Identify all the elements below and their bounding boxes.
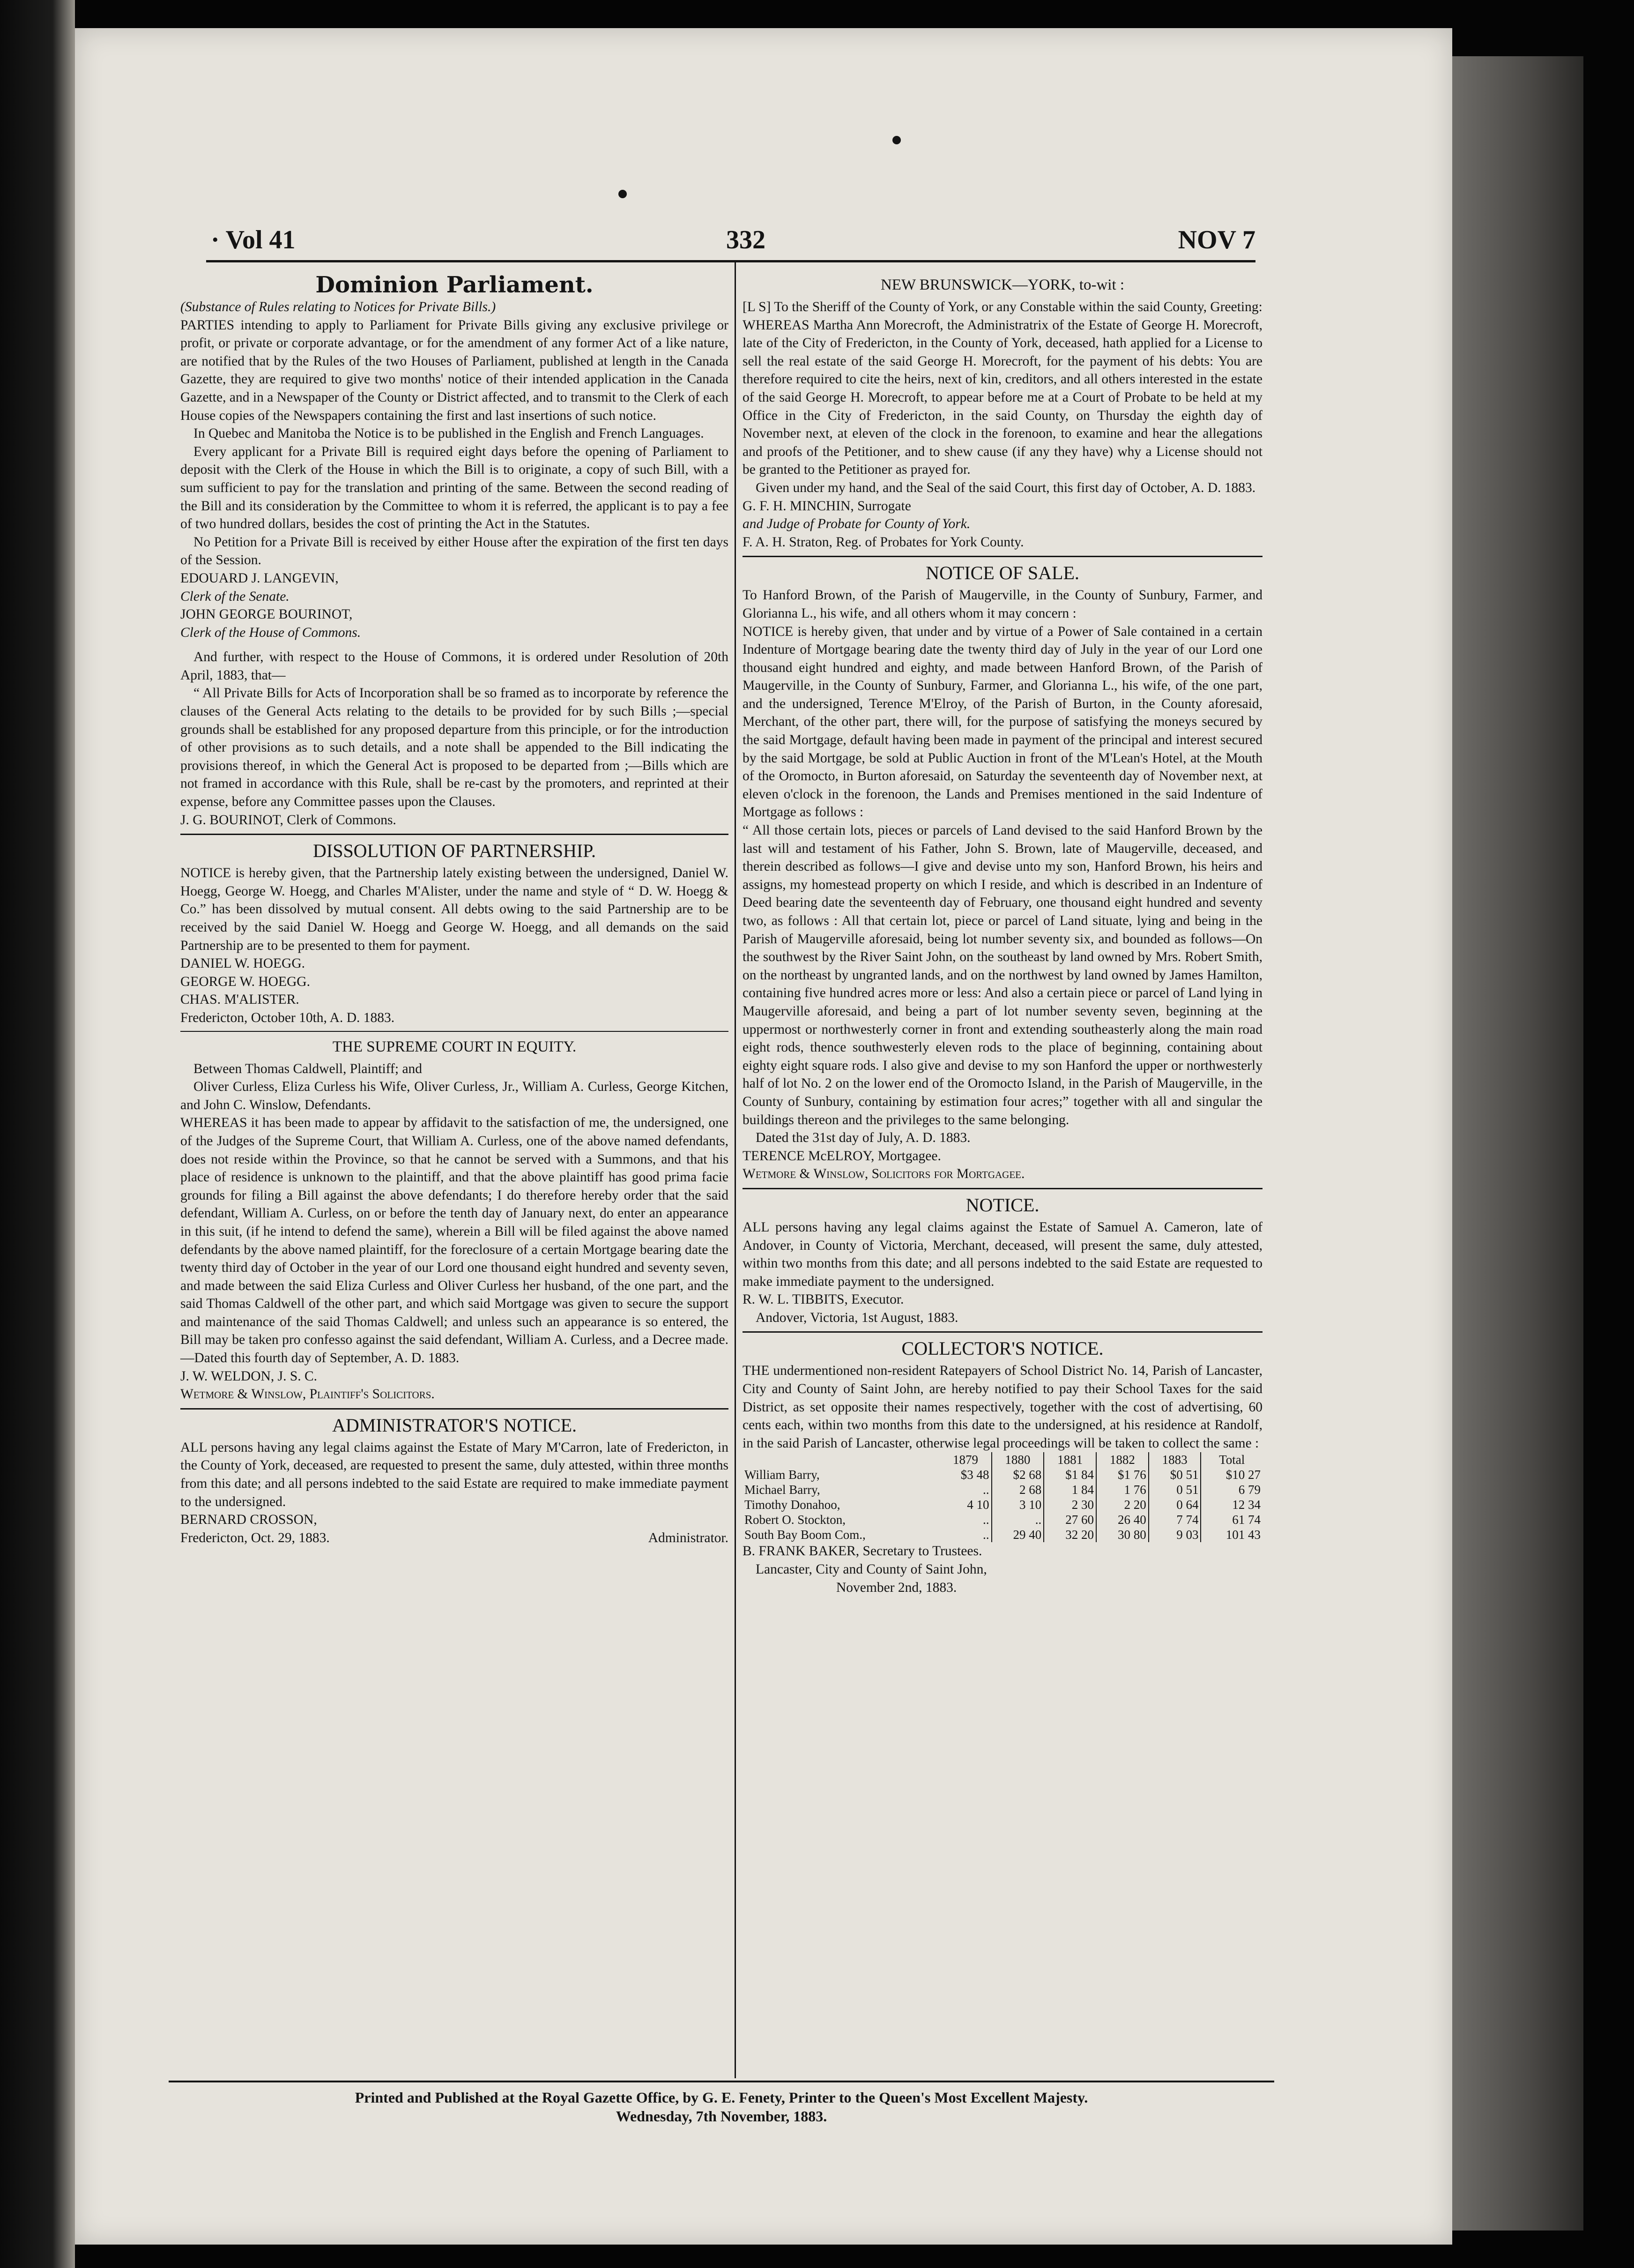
table-header: 1883 (1149, 1452, 1201, 1467)
printer-line: Printed and Published at the Royal Gazette Office, by G. E. Fenety, Printer to the Queen's Most Excellent Majesty. (355, 2089, 1088, 2106)
paragraph: To Hanford Brown, of the Parish of Maugerville, in the County of Sunbury, Farmer, and Glorianna L., his wife, and all others whom it may concern : (743, 588, 1263, 621)
book-edge (1452, 56, 1583, 2231)
notice-subtitle: (Substance of Rules relating to Notices for Private Bills.) (180, 299, 496, 314)
section-rule (180, 1031, 728, 1032)
table-header-row (743, 1452, 1263, 1467)
table-cell: .. (983, 1528, 989, 1542)
table-cell: Michael Barry, (744, 1483, 820, 1497)
page-number: 332 (726, 225, 765, 254)
table-cell: 29 40 (992, 1527, 1044, 1542)
paragraph: ALL persons having any legal claims against the Estate of Mary M'Carron, late of Fredericton, in the County of York, deceased, are requested to present the same, duly attested, within three months from this date; and all persons indebted to the said Estate are required to make immediate payment to the undersigned. (180, 1440, 728, 1509)
paragraph: NOTICE is hereby given, that the Partnership lately existing between the undersigned, Daniel W. Hoegg, George W. Hoegg, and Charles M'Alister, under the name and style of “ D. W. Hoegg & Co.” has been dissolved by mutual consent. All debts owing to the said Partnership are to be received by the said Daniel W. Hoegg and George W. Hoegg, and all demands on the said Partnership are to be presented to them for payment. (180, 865, 728, 953)
address-line: Lancaster, City and County of Saint John, (756, 1562, 987, 1577)
signature: CHAS. M'ALISTER. (180, 992, 299, 1007)
seal-mark: [L S] (743, 299, 771, 314)
signature: JOHN GEORGE BOURINOT, (180, 607, 353, 622)
issue-date: NOV 7 (1178, 225, 1255, 254)
paragraph: WHEREAS Martha Ann Morecroft, the Administratrix of the Estate of George H. Morecroft, late of the City of Fredericton, in the County of York, deceased, hath applied for a License to sell the real estate of the said George H. Morecroft, for the payment of his debts: You are therefore required to cite the heirs, next of kin, creditors, and all others interested in the estate of the said George H. Morecroft, to appear before me at a Court of Probate to be held at my Office in the City of Fredericton, in the said County, on Thursday the eighth day of November next, at eleven of the clock in the forenoon, to examine and hear the allegations and proofs of the Petitioner, and to shew cause (if any they have) why a License should not be granted to the Petitioner as prayed for. (743, 317, 1263, 477)
section-rule (743, 556, 1263, 557)
section-rule (180, 1408, 728, 1410)
tax-table (743, 1452, 1263, 1542)
table-row (743, 1527, 1263, 1542)
table-cell: 30 80 (1096, 1527, 1149, 1542)
table-cell: .. (992, 1512, 1044, 1527)
table-header: 1881 (1044, 1452, 1096, 1467)
table-cell: 12 34 (1201, 1497, 1263, 1512)
table-row (743, 1512, 1263, 1527)
table-cell: Robert O. Stockton, (744, 1513, 846, 1527)
table-row (743, 1467, 1263, 1482)
paragraph: Oliver Curless, Eliza Curless his Wife, Oliver Curless, Jr., William A. Curless, George Kitchen, and John C. Winslow, Defendants. (180, 1079, 728, 1112)
table-cell: 9 03 (1149, 1527, 1201, 1542)
table-cell: 7 74 (1149, 1512, 1201, 1527)
table-cell: .. (983, 1513, 989, 1527)
table-cell: 2 20 (1096, 1497, 1149, 1512)
signature: G. F. H. MINCHIN, Surrogate (743, 498, 911, 514)
signature: J. G. BOURINOT, Clerk of Commons. (180, 812, 396, 828)
table-cell: 61 74 (1201, 1512, 1263, 1527)
paragraph: WHEREAS it has been made to appear by affidavit to the satisfaction of me, the undersigned, one of the Judges of the Supreme Court, that William A. Curless, one of the above named defendants, does not reside within the Province, so that he cannot be served with a Summons, and that his place of residence is unknown to the plaintiff, and that the above plaintiff has good prima facie grounds for filing a Bill against the above defendants; I do therefore hereby order that the said defendant, William A. Curless, on or before the tenth day of January next, do enter an appearance in this suit, (if he intend to defend the same), wherein a Bill will be filed against the above named defendants by the above named plaintiff, for the foreclosure of a certain Mortgage bearing date the twenty third day of October in the year of our Lord one thousand eight hundred and seventy seven, and made between the said Eliza Curless and Oliver Curless her husband, of the one part, and the said Thomas Caldwell of the other part, and which said Mortgage was given to secure the support and maintenance of the said Thomas Caldwell; and unless such an appearance is so entered, the Bill may be taken pro confesso against the said defendant, William A. Curless, and a Decree made.—Dated this fourth day of September, A. D. 1883. (180, 1115, 728, 1366)
signature-title: Clerk of the Senate. (180, 589, 290, 604)
right-column (743, 272, 1263, 1597)
registrar: F. A. H. Straton, Reg. of Probates for York County. (743, 534, 1024, 550)
notice-title: NEW BRUNSWICK—YORK, to-wit : (880, 276, 1125, 293)
table-cell: William Barry, (744, 1468, 820, 1482)
notice-title: DISSOLUTION OF PARTNERSHIP. (312, 840, 596, 862)
notice-date: Andover, Victoria, 1st August, 1883. (756, 1310, 958, 1325)
date-line (180, 1529, 728, 1547)
address-line: To the Sheriff of the County of York, or any Constable within the said County, Greeting: (774, 299, 1263, 314)
signature: J. W. WELDON, J. S. C. (180, 1368, 318, 1384)
notice-date: November 2nd, 1883. (836, 1580, 957, 1595)
table-header: 1882 (1096, 1452, 1149, 1467)
signature-title: Clerk of the House of Commons. (180, 625, 361, 640)
table-row (743, 1497, 1263, 1512)
column-divider (735, 262, 736, 2078)
table-header: 1880 (992, 1452, 1044, 1467)
notice-title: THE SUPREME COURT IN EQUITY. (332, 1038, 577, 1055)
signature-title: and Judge of Probate for County of York. (743, 516, 971, 532)
table-cell: 32 20 (1044, 1527, 1096, 1542)
solicitors: Wetmore & Winslow, Plaintiff's Solicitors. (180, 1387, 435, 1402)
table-cell: $3 48 (960, 1468, 989, 1482)
table-cell: 101 43 (1201, 1527, 1263, 1542)
signature: DANIEL W. HOEGG. (180, 956, 305, 971)
paragraph: “ All Private Bills for Acts of Incorporation shall be so framed as to incorporate by reference the clauses of the General Acts relating to the details to be provided for by such Bills ;—special grounds shall be established for any proposed departure from this principle, or for the introduction of other provisions as to such details, and a note shall be appended to the Bill indicating the provisions thereof, in which the General Act is proposed to be departed from ;—Bills which are not framed in accordance with this Rule, shall be re-cast by the promoters, and reprinted at their expense, before any Committee passes upon the Clauses. (180, 686, 728, 810)
table-cell: 1 76 (1096, 1482, 1149, 1497)
paragraph: Every applicant for a Private Bill is required eight days before the opening of Parliament to deposit with the Clerk of the House in which the Bill is to originate, a copy of such Bill, with a sum sufficient to pay for the translation and printing of the same. Between the second reading of the Bill and its consideration by the Committee to whom it is referred, the applicant is to pay a fee of two hundred dollars, besides the cost of printing the Act in the Statutes. (180, 444, 728, 532)
notice-title: ADMINISTRATOR'S NOTICE. (332, 1414, 577, 1436)
paragraph: In Quebec and Manitoba the Notice is to be published in the English and French Languages. (193, 426, 704, 441)
table-cell: 1 84 (1044, 1482, 1096, 1497)
footer-rule (169, 2081, 1274, 2082)
table-cell: 3 10 (992, 1497, 1044, 1512)
signature: TERENCE McELROY, Mortgagee. (743, 1148, 941, 1164)
table-header: 1879 (952, 1453, 978, 1467)
paragraph: NOTICE is hereby given, that under and by virtue of a Power of Sale contained in a certain Indenture of Mortgage bearing date the twenty third day of July in the year of our Lord one thousand eight hundred and eighty, and made between Hanford Brown, of the Parish of Maugerville, in the County of Sunbury, Farmer, and Glorianna L., his wife, of the one part, and the undersigned, Terence M'Elroy, of the Parish of Burton, in the County aforesaid, Merchant, of the other part, there will, for the purpose of satisfying the moneys secured by the said Mortgage, default having been made in payment of the principal and interest secured by the said Mortgage, be sold at Public Auction in front of the M'Lean's Hotel, at the Mouth of the Oromocto, in Burton aforesaid, on Saturday the seventeenth day of November next, at eleven o'clock in the forenoon, the Lands and Premises mentioned in the said Indenture of Mortgage as follows : (743, 624, 1263, 820)
table-header (743, 1452, 940, 1467)
table-header: Total (1201, 1452, 1263, 1467)
paragraph: Given under my hand, and the Seal of the said Court, this first day of October, A. D. 1883. (756, 480, 1256, 495)
signature: B. FRANK BAKER, Secretary to Trustees. (743, 1544, 982, 1559)
section-rule (743, 1188, 1263, 1189)
signature: R. W. L. TIBBITS, Executor. (743, 1292, 904, 1307)
table-cell: .. (983, 1483, 989, 1497)
signature: BERNARD CROSSON, (180, 1512, 317, 1528)
table-cell: $1 76 (1096, 1467, 1149, 1482)
paragraph: And further, with respect to the House of Commons, it is ordered under Resolution of 20th April, 1883, that— (180, 649, 728, 683)
paragraph: No Petition for a Private Bill is received by either House after the expiration of the first ten days of the Session. (180, 534, 728, 568)
table-cell: 27 60 (1044, 1512, 1096, 1527)
table-cell: $0 51 (1149, 1467, 1201, 1482)
section-rule (180, 834, 728, 835)
signature-title: Administrator. (648, 1530, 728, 1545)
ink-speck (618, 190, 627, 198)
solicitors: Wetmore & Winslow, Solicitors for Mortgagee. (743, 1166, 1025, 1182)
table-cell: 2 68 (992, 1482, 1044, 1497)
table-cell: $1 84 (1044, 1467, 1096, 1482)
notice-date: Fredericton, Oct. 29, 1883. (180, 1530, 330, 1545)
table-cell: $10 27 (1201, 1467, 1263, 1482)
paragraph: “ All those certain lots, pieces or parcels of Land devised to the said Hanford Brown by the last will and testament of his Father, John S. Brown, late of Maugerville, deceased, and therein described as follows—I give and devise unto my son, Hanford Brown, his heirs and assigns, my homestead property on which I reside, and which is described in an Indenture of Deed bearing date the seventeenth day of February, one thousand eight hundred and seventy two, as follows : All that certain lot, piece or parcel of Land situate, lying and being in the Parish of Maugerville aforesaid, being lot number seventy six, and bounded as follows—On the southwest by the River Saint John, on the southeast by land owned by Mrs. Robert Smith, on the northeast by ungranted lands, and on the northwest by land owned by James Hamilton, containing five hundred acres more or less: And also a certain piece or parcel of Land lying in Maugerville aforesaid, and being a part of lot number seventy seven, beginning at the uppermost or northwesterly corner in front and extending southeasterly along the main road eight rods, thence southwesterly eleven rods to the place of beginning, containing about eighty eight square rods. I also give and devise to my son Hanford the upper or northwesterly half of lot No. 2 on the lower end of the Oromocto Island, in the Parish of Maugerville, in the County of Sunbury, containing by estimation four acres;” together with all and singular the buildings thereon and the privileges to the same belonging. (743, 823, 1263, 1127)
signature: GEORGE W. HOEGG. (180, 974, 310, 989)
table-cell: $2 68 (992, 1467, 1044, 1482)
left-column (180, 272, 728, 1547)
notice-date: Dated the 31st day of July, A. D. 1883. (756, 1130, 971, 1146)
table-cell: 2 30 (1044, 1497, 1096, 1512)
table-cell: 6 79 (1201, 1482, 1263, 1497)
signature: EDOUARD J. LANGEVIN, (180, 570, 339, 586)
table-row (743, 1482, 1263, 1497)
notice-date: Fredericton, October 10th, A. D. 1883. (180, 1010, 395, 1025)
notice-title: Dominion Parliament. (315, 272, 594, 298)
paragraph: ALL persons having any legal claims against the Estate of Samuel A. Cameron, late of Andover, in County of Victoria, Merchant, deceased, will present the same, duly attested, within two months from this date; and all persons indebted to the said Estate are requested to make immediate payment to the undersigned. (743, 1219, 1263, 1289)
notice-title: COLLECTOR'S NOTICE. (901, 1338, 1104, 1359)
table-cell: South Bay Boom Com., (744, 1528, 866, 1542)
table-cell: 4 10 (967, 1498, 989, 1512)
table-cell: 26 40 (1096, 1512, 1149, 1527)
table-cell: Timothy Donahoo, (744, 1498, 840, 1512)
header-rule (206, 260, 1255, 262)
volume-number: · Vol 41 (211, 225, 296, 254)
imprint-footer (169, 2081, 1274, 2126)
notice-title: NOTICE. (966, 1194, 1040, 1216)
notice-title: NOTICE OF SALE. (926, 562, 1079, 584)
paragraph: PARTIES intending to apply to Parliament for Private Bills giving any exclusive privilege or profit, or private or corporate advantage, or for the amendment of any former Act of a like nature, are notified that by the Rules of the two Houses of Parliament, published at length in the Canada Gazette, they are required to give two months' notice of their intended application in the Canada Gazette, and in a Newspaper of the County or District affected, and to transmit to the Clerk of each House copies of the Newspapers containing the first and last insertions of such notice. (180, 317, 728, 423)
table-cell: 0 51 (1149, 1482, 1201, 1497)
table-cell: 0 64 (1149, 1497, 1201, 1512)
paragraph: Between Thomas Caldwell, Plaintiff; and (193, 1061, 423, 1076)
publication-date: Wednesday, 7th November, 1883. (616, 2108, 827, 2125)
ink-speck (892, 136, 901, 144)
paragraph: THE undermentioned non-resident Ratepayers of School District No. 14, Parish of Lancaster, City and County of Saint John, are hereby notified to pay their School Taxes for the said District, as set opposite their names respectively, together with the cost of advertising, 60 cents each, within two months from this date to the undersigned, at his residence at Randolf, in the said Parish of Lancaster, otherwise legal proceedings will be taken to collect the same : (743, 1363, 1263, 1451)
section-rule (743, 1331, 1263, 1333)
page-header (211, 225, 1255, 262)
paragraph (743, 298, 1263, 316)
page-left-margin (0, 0, 75, 2268)
